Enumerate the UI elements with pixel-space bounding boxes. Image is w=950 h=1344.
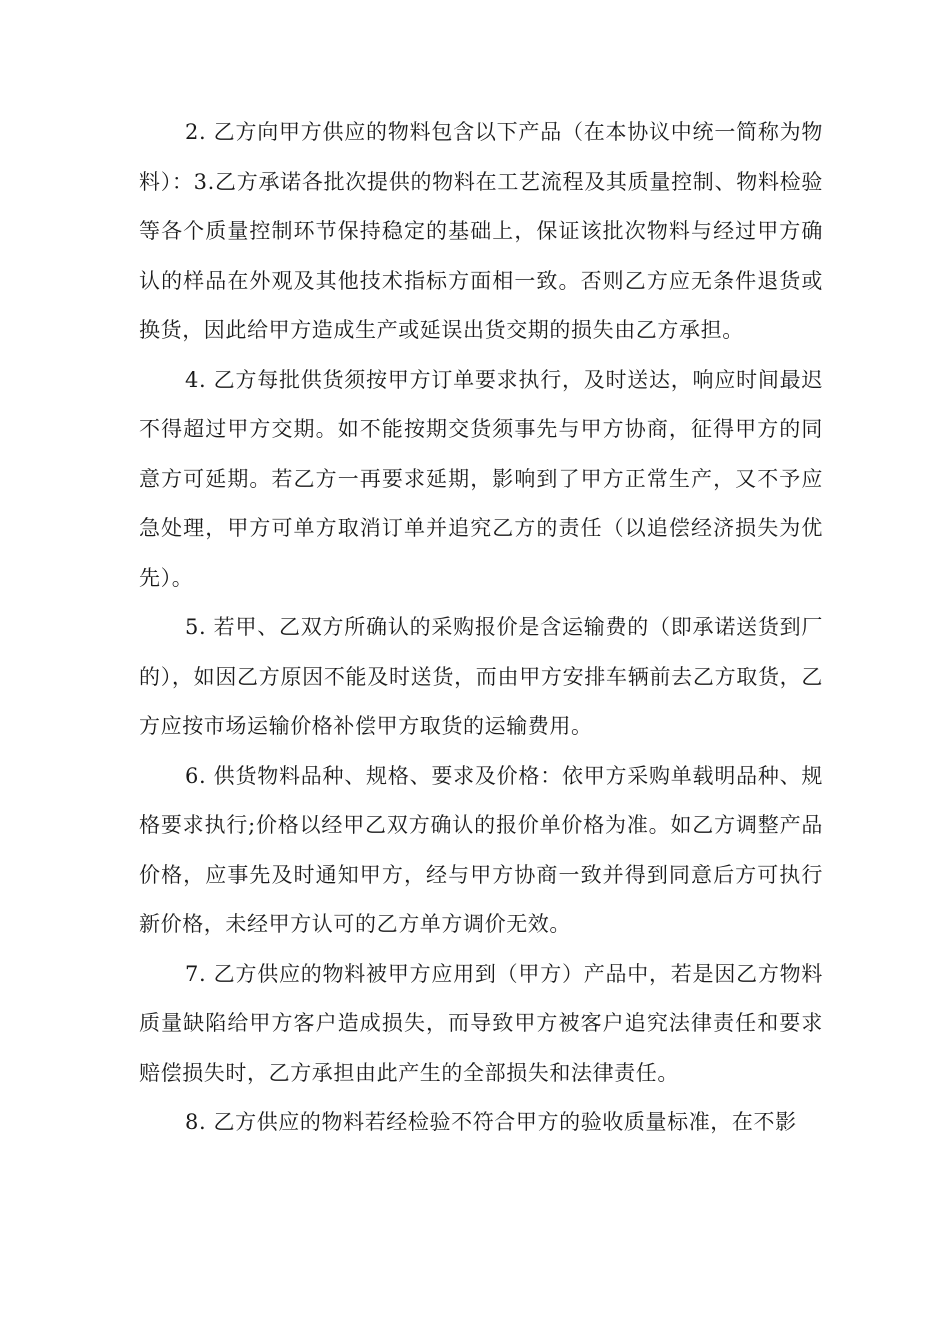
clause-6: 6. 供货物料品种、规格、要求及价格：依甲方采购单载明品种、规格要求执行;价格以经甲乙双方确认的报价单价格为准。如乙方调整产品价格，应事先及时通知甲方，经与甲方协商一致并得到同意后方可执行新价格，未经甲方认可的乙方单方调价无效。 <box>139 763 823 936</box>
clause-5: 5. 若甲、乙双方所确认的采购报价是含运输费的（即承诺送货到厂的），如因乙方原因不能及时送货，而由甲方安排车辆前去乙方取货，乙方应按市场运输价格补偿甲方取货的运输费用。 <box>139 615 823 738</box>
clause-4: 4. 乙方每批供货须按甲方订单要求执行，及时送达，响应时间最迟不得超过甲方交期。如不能按期交货须事先与甲方协商，征得甲方的同意方可延期。若乙方一再要求延期，影响到了甲方正常生产，又不予应急处理，甲方可单方取消订单并追究乙方的责任（以追偿经济损失为优先）。 <box>139 367 823 590</box>
document-body <box>139 108 823 1148</box>
clause-8: 8. 乙方供应的物料若经检验不符合甲方的验收质量标准，在不影 <box>185 1110 797 1134</box>
clause-2-3: 2. 乙方向甲方供应的物料包含以下产品（在本协议中统一简称为物料）：3.乙方承诺各批次提供的物料在工艺流程及其质量控制、物料检验等各个质量控制环节保持稳定的基础上，保证该批次物料与经过甲方确认的样品在外观及其他技术指标方面相一致。否则乙方应无条件退货或换货，因此给甲方造成生产或延误出货交期的损失由乙方承担。 <box>139 120 823 342</box>
clause-7: 7. 乙方供应的物料被甲方应用到（甲方）产品中，若是因乙方物料质量缺陷给甲方客户造成损失，而导致甲方被客户追究法律责任和要求赔偿损失时，乙方承担由此产生的全部损失和法律责任。 <box>139 961 823 1085</box>
